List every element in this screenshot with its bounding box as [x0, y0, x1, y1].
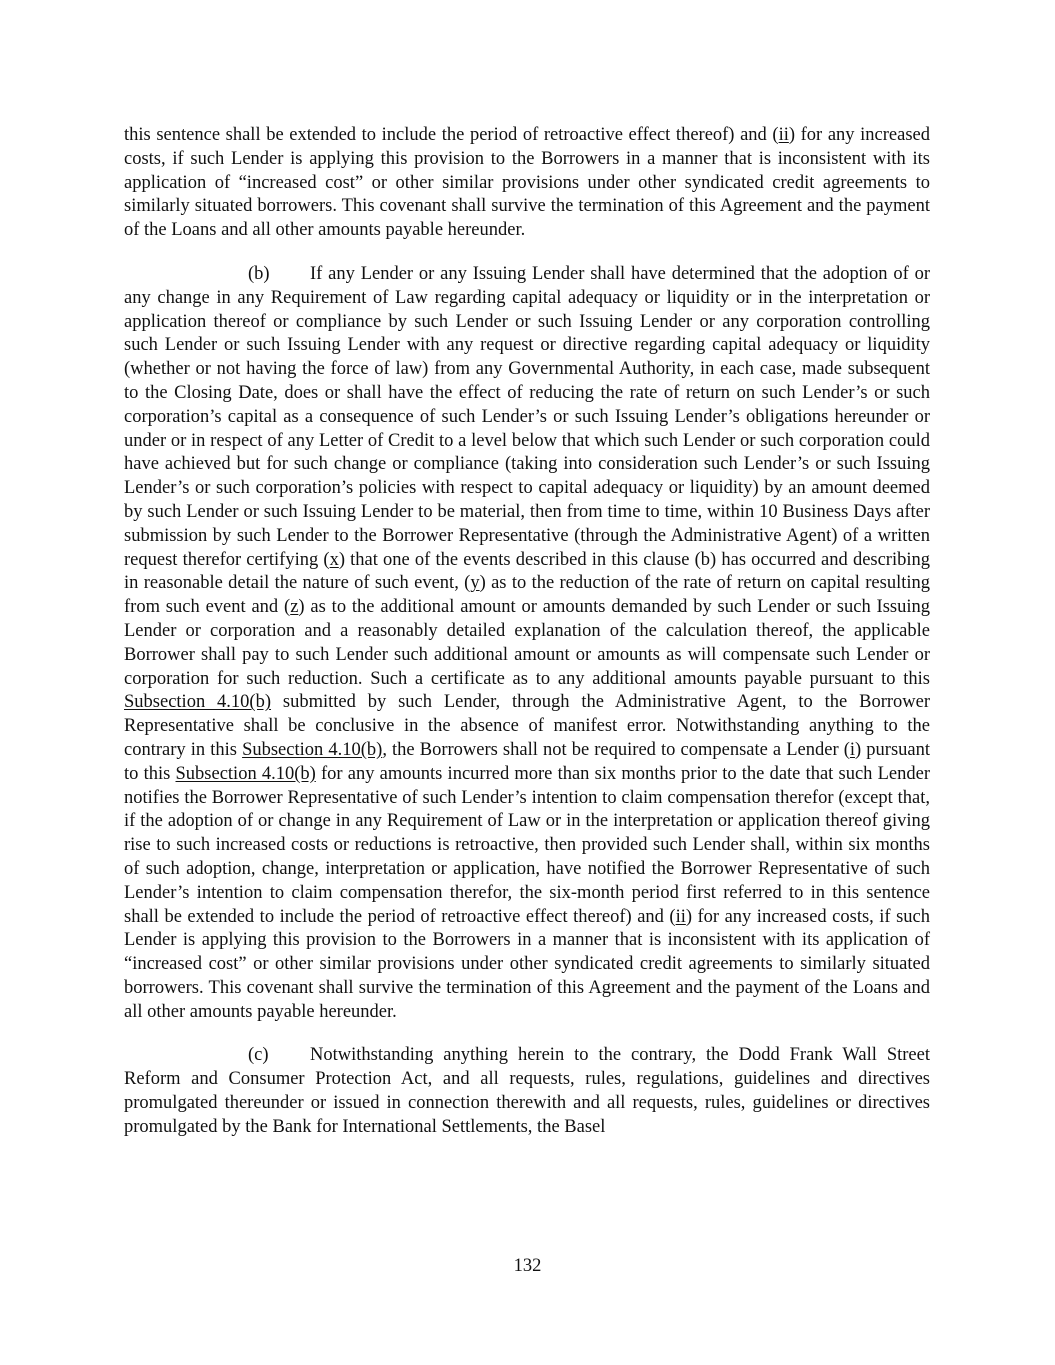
- paragraph-continuation: [124, 124, 930, 243]
- subsection-reference: Subsection 4.10(b): [124, 692, 272, 713]
- paragraph-c: [124, 1044, 930, 1139]
- text-run: , the Borrowers shall not be required to compensate a Lender (: [382, 739, 850, 760]
- text-run: ) for any increased costs, if such Lender is applying this provision to the Borrowers in a manner that is inconsistent with its application of “increased cost” or other similar provisions under other syndicated credit agreements to similarly situated borrowers. This covenant shall survive the termination of this Agreement and the payment of the Loans and all other amounts payable hereunder.: [124, 906, 930, 1022]
- clause-ref-ii: ii: [675, 906, 686, 927]
- clause-ref-x: x: [329, 549, 339, 570]
- text-run: this sentence shall be extended to include the period of retroactive effect thereof) and (: [124, 125, 779, 145]
- page-number: 132: [513, 1256, 542, 1276]
- subsection-reference: Subsection 4.10(b): [175, 763, 316, 784]
- text-run: ) as to the reduction of the rate of return on capital resulting from such event and (: [124, 573, 930, 618]
- clause-ref-i: i: [849, 739, 856, 760]
- text-run: ) for any increased costs, if such Lender is applying this provision to the Borrowers in a manner that is inconsistent with its application of “increased cost” or other similar provisions under other syndicated credit agreements to similarly situated borrowers. This covenant shall survive the termination of this Agreement and the payment of the Loans and all other amounts payable hereunder.: [124, 125, 930, 241]
- text-run: ) pursuant to this: [124, 739, 931, 784]
- clause-ref-z: z: [290, 597, 299, 618]
- clause-ref-ii: ii: [778, 125, 789, 145]
- subsection-reference: Subsection 4.10(b): [242, 739, 383, 760]
- document-page: [124, 124, 930, 1140]
- clause-ref-y: y: [470, 573, 480, 594]
- paragraph-label-b: (b): [248, 263, 270, 284]
- text-run: ) as to the additional amount or amounts demanded by such Lender or such Issuing Lender or corporation and a reasonably detailed explanation of the calculation thereof, the applicable Borrower shall pay to such Lender such additional amount or amounts as will compensate such Lender or corporation for such reduction. Such a certificate as to any additional amounts payable pursuant to this: [124, 597, 930, 689]
- text-run: ) that one of the events described in this clause (b) has occurred and describing in reasonable detail the nature of such event, (: [124, 549, 931, 594]
- paragraph-label-c: (c): [248, 1045, 269, 1066]
- text-run: for any amounts incurred more than six months prior to the date that such Lender notifies the Borrower Representative of such Lender’s intention to claim compensation therefor (except that, if the adoption of or change in any Requirement of Law or in the interpretation or application thereof giving rise to such increased costs or reductions is retroactive, then provided such Lender shall, within six months of such adoption, change, interpretation or application, have notified the Borrower Representative of such Lender’s intention to claim compensation therefor, the six-month period first referred to in this sentence shall be extended to include the period of retroactive effect thereof) and (: [124, 763, 930, 927]
- text-run: If any Lender or any Issuing Lender shall have determined that the adoption of or any change in any Requirement of Law regarding capital adequacy or liquidity or in the interpretation or application thereof or compliance by such Lender or such Issuing Lender or any corporation controlling such Lender or such Issuing Lender with any request or directive regarding capital adequacy or liquidity (whether or not having the force of law) from any Governmental Authority, in each case, made subsequent to the Closing Date, does or shall have the effect of reducing the rate of return on such Lender’s or such corporation’s capital as a consequence of such Lender’s or such Issuing Lender’s obligations hereunder or under or in respect of any Letter of Credit to a level below that which such Lender or such corporation could have achieved but for such change or compliance (taking into consideration such Lender’s or such Issuing Lender’s or such corporation’s policies with respect to capital adequacy or liquidity) by an amount deemed by such Lender or such Issuing Lender to be material, then from time to time, within 10 Business Days after submission by such Lender to the Borrower Representative (through the Administrative Agent) of a written request therefor certifying (: [124, 263, 930, 570]
- text-run: Notwithstanding anything herein to the contrary, the Dodd Frank Wall Street Reform and Consumer Protection Act, and all requests, rules, regulations, guidelines and directives promulgated thereunder or issued in connection therewith and all requests, rules, guidelines or directives promulgated by the Bank for International Settlements, the Basel: [124, 1045, 930, 1137]
- paragraph-b: [124, 263, 930, 1025]
- text-run: submitted by such Lender, through the Administrative Agent, to the Borrower Representative shall be conclusive in the absence of manifest error. Notwithstanding anything to the contrary in this: [124, 692, 931, 760]
